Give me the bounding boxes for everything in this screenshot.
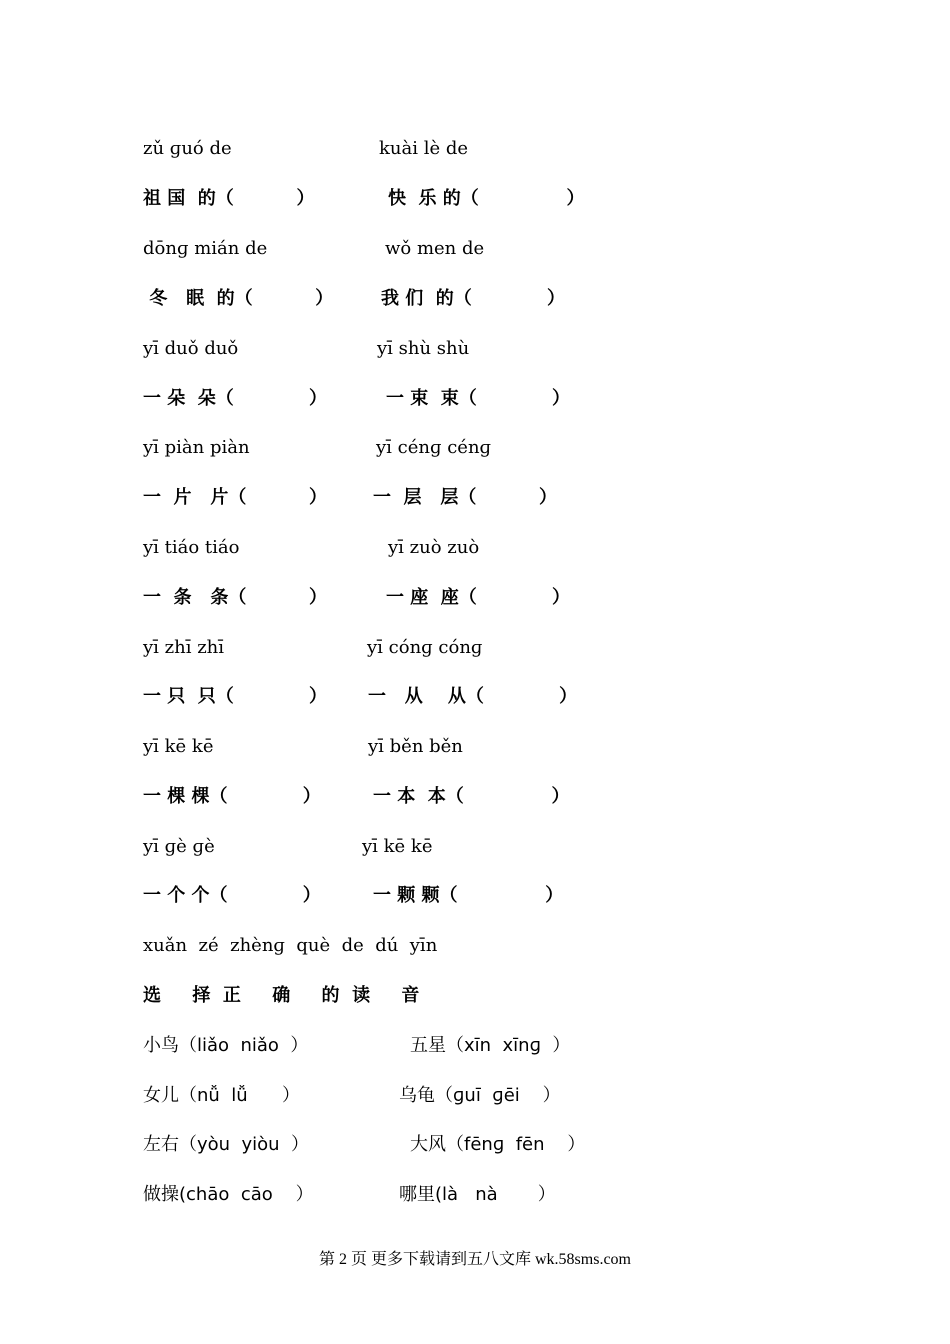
- pinyin-right-6: yī cónɡ cónɡ: [367, 637, 483, 658]
- pinyin-right-4: yī cénɡ cénɡ: [376, 437, 492, 458]
- hanzi-left-5: 一 条 条（ ）: [143, 587, 327, 608]
- hanzi-left-6: 一 只 只（ ）: [143, 686, 327, 707]
- choice-left-1: 小鸟（liǎo niǎo ）: [143, 1035, 309, 1056]
- pinyin-right-8: yī kē kē: [362, 836, 433, 857]
- section-title: 选 择 正 确 的 读 音: [143, 985, 420, 1006]
- hanzi-left-4: 一 片 片（ ）: [143, 487, 327, 508]
- hanzi-left-7: 一 棵 棵（ ）: [143, 786, 321, 807]
- pinyin-right-7: yī běn běn: [368, 736, 463, 757]
- choice-right-3: 大风（fēnɡ fēn ）: [410, 1134, 586, 1155]
- choice-left-4: 做操(chāo cāo ）: [143, 1184, 314, 1205]
- hanzi-right-5: 一 座 座（ ）: [386, 587, 570, 608]
- hanzi-right-3: 一 束 束（ ）: [386, 388, 570, 409]
- hanzi-left-8: 一 个 个（ ）: [143, 885, 321, 906]
- hanzi-left-1: 祖 国 的（ ）: [143, 188, 315, 209]
- choice-left-2: 女儿（nǚ lǚ ）: [143, 1085, 300, 1106]
- page-footer: 第 2 页 更多下载请到五八文库 wk.58sms.com: [318, 1251, 631, 1268]
- section-pinyin: xuǎn zé zhènɡ què de dú yīn: [143, 935, 438, 956]
- choice-right-4: 哪里(là nà ）: [399, 1184, 556, 1205]
- hanzi-right-6: 一 从 从（ ）: [368, 686, 578, 707]
- pinyin-left-1: zǔ ɡuó de: [143, 138, 232, 159]
- pinyin-right-2: wǒ men de: [385, 238, 485, 259]
- pinyin-right-5: yī zuò zuò: [388, 537, 480, 558]
- pinyin-left-8: yī ɡè ɡè: [143, 836, 215, 857]
- pinyin-right-1: kuài lè de: [379, 138, 469, 159]
- hanzi-right-4: 一 层 层（ ）: [373, 487, 557, 508]
- hanzi-right-7: 一 本 本（ ）: [373, 786, 570, 807]
- hanzi-left-2: 冬 眠 的（ ）: [143, 288, 334, 309]
- choice-right-1: 五星（xīn xīnɡ ）: [410, 1035, 571, 1056]
- hanzi-right-8: 一 颗 颗（ ）: [373, 885, 564, 906]
- pinyin-left-6: yī zhī zhī: [143, 637, 225, 658]
- choice-left-3: 左右（yòu yiòu ）: [143, 1134, 310, 1155]
- hanzi-right-1: 快 乐 的（ ）: [388, 188, 585, 209]
- pinyin-left-2: dōnɡ mián de: [143, 238, 268, 259]
- pinyin-left-5: yī tiáo tiáo: [143, 537, 240, 558]
- pinyin-left-7: yī kē kē: [143, 736, 214, 757]
- hanzi-left-3: 一 朵 朵（ ）: [143, 388, 327, 409]
- pinyin-right-3: yī shù shù: [377, 338, 470, 359]
- hanzi-right-2: 我 们 的（ ）: [381, 288, 565, 309]
- pinyin-left-4: yī piàn piàn: [143, 437, 250, 458]
- choice-right-2: 乌龟（ɡuī ɡēi ）: [399, 1085, 561, 1106]
- pinyin-left-3: yī duǒ duǒ: [143, 338, 239, 359]
